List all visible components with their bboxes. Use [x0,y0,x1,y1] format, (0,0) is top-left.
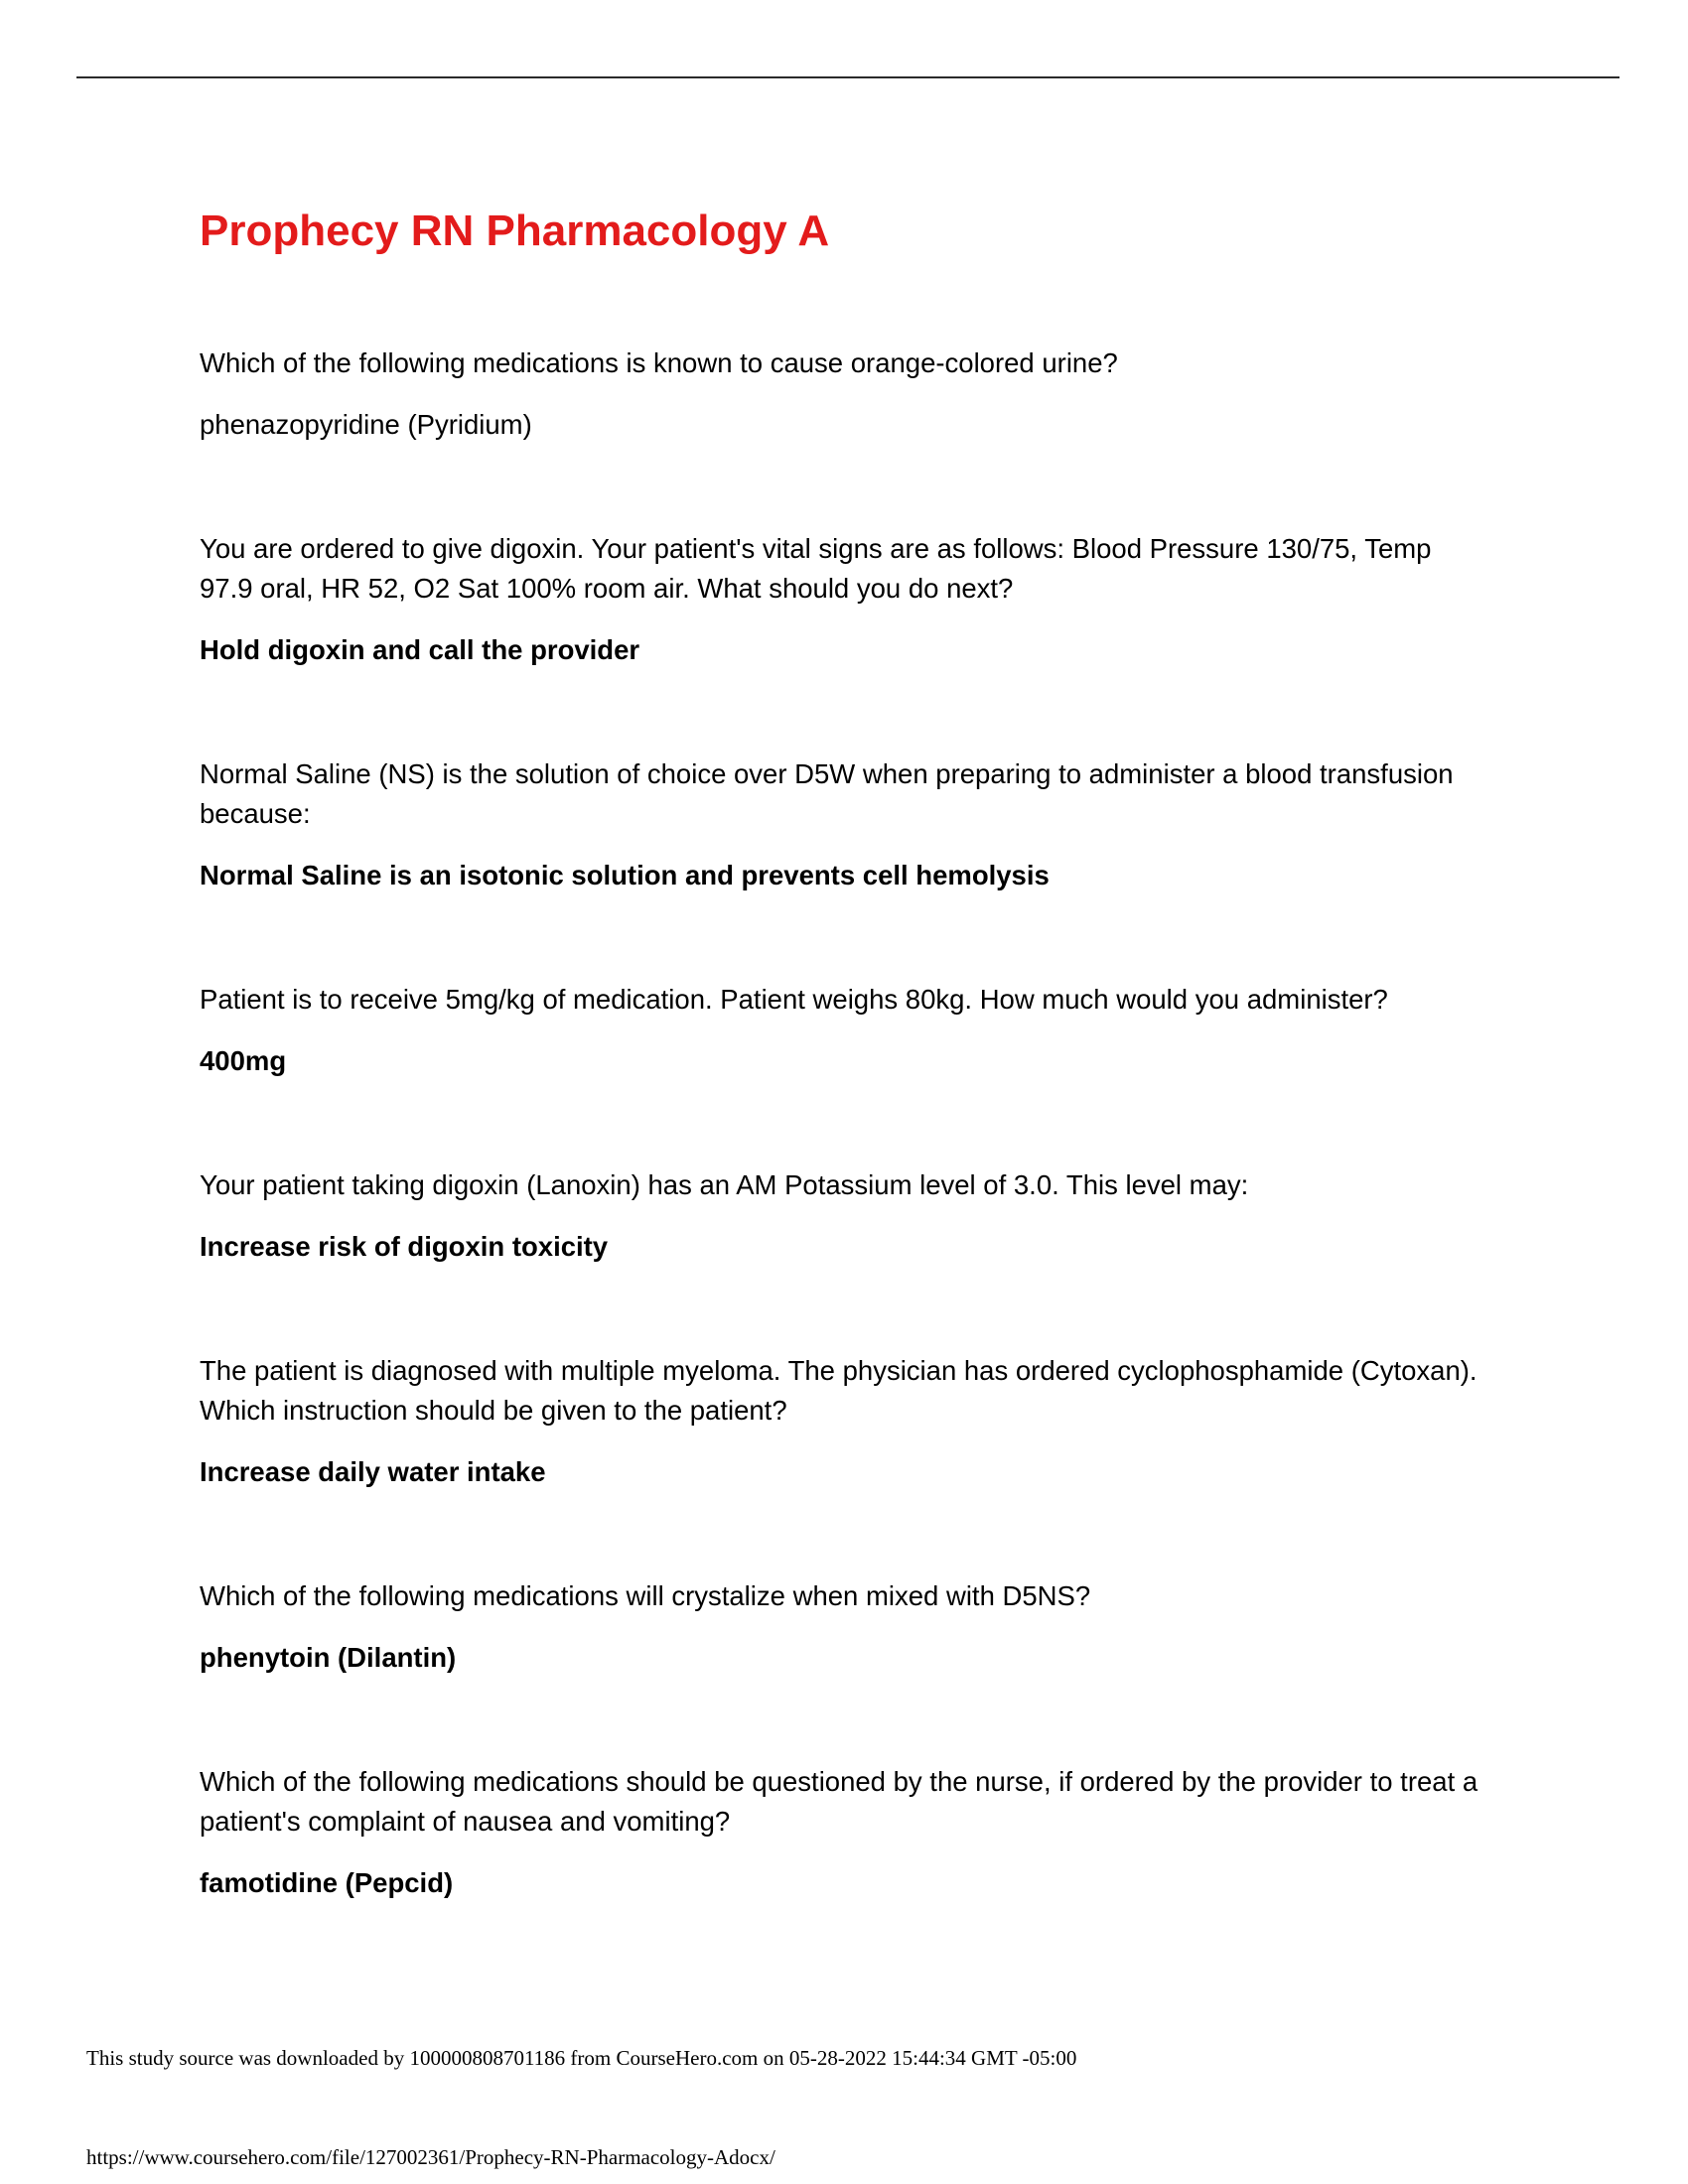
qa-item-5 [200,1165,1490,1267]
question-5: Your patient taking digoxin (Lanoxin) has an AM Potassium level of 3.0. This level may: [200,1169,1249,1200]
qa-item-1 [200,343,1490,445]
source-url[interactable]: https://www.coursehero.com/file/127002361/Prophecy-RN-Pharmacology-Adocx/ [86,2145,775,2169]
answer-5: Increase risk of digoxin toxicity [200,1231,609,1262]
question-7: Which of the following medications will crystalize when mixed with D5NS? [200,1580,1091,1611]
qa-item-4 [200,980,1490,1081]
question-6: The patient is diagnosed with multiple myeloma. The physician has ordered cyclophosphamide (Cytoxan). Which instruction should be given to the patient? [200,1355,1477,1426]
question-1: Which of the following medications is known to cause orange-colored urine? [200,347,1118,378]
answer-4: 400mg [200,1045,287,1076]
answer-2: Hold digoxin and call the provider [200,634,640,665]
question-2: You are ordered to give digoxin. Your patient's vital signs are as follows: Blood Pressure 130/75, Temp 97.9 oral, HR 52, O2 Sat 100% room air. What should you do next? [200,533,1432,604]
answer-1: phenazopyridine (Pyridium) [200,409,532,440]
question-3: Normal Saline (NS) is the solution of choice over D5W when preparing to administer a blood transfusion because: [200,758,1454,829]
qa-item-3 [200,754,1490,895]
top-divider [76,76,1619,78]
answer-8: famotidine (Pepcid) [200,1867,454,1898]
document-title: Prophecy RN Pharmacology A [200,206,830,255]
qa-item-2 [200,529,1490,670]
download-source-note: This study source was downloaded by 100000808701186 from CourseHero.com on 05-28-2022 15:44:34 GMT -05:00 [86,2046,1077,2070]
answer-6: Increase daily water intake [200,1456,546,1487]
qa-item-8 [200,1762,1490,1903]
qa-item-6 [200,1351,1490,1492]
qa-item-7 [200,1576,1490,1678]
question-8: Which of the following medications should be questioned by the nurse, if ordered by the provider to treat a patient's complaint of nausea and vomiting? [200,1766,1478,1837]
question-4: Patient is to receive 5mg/kg of medication. Patient weighs 80kg. How much would you administer? [200,984,1388,1015]
answer-7: phenytoin (Dilantin) [200,1642,457,1673]
answer-3: Normal Saline is an isotonic solution and prevents cell hemolysis [200,860,1050,890]
